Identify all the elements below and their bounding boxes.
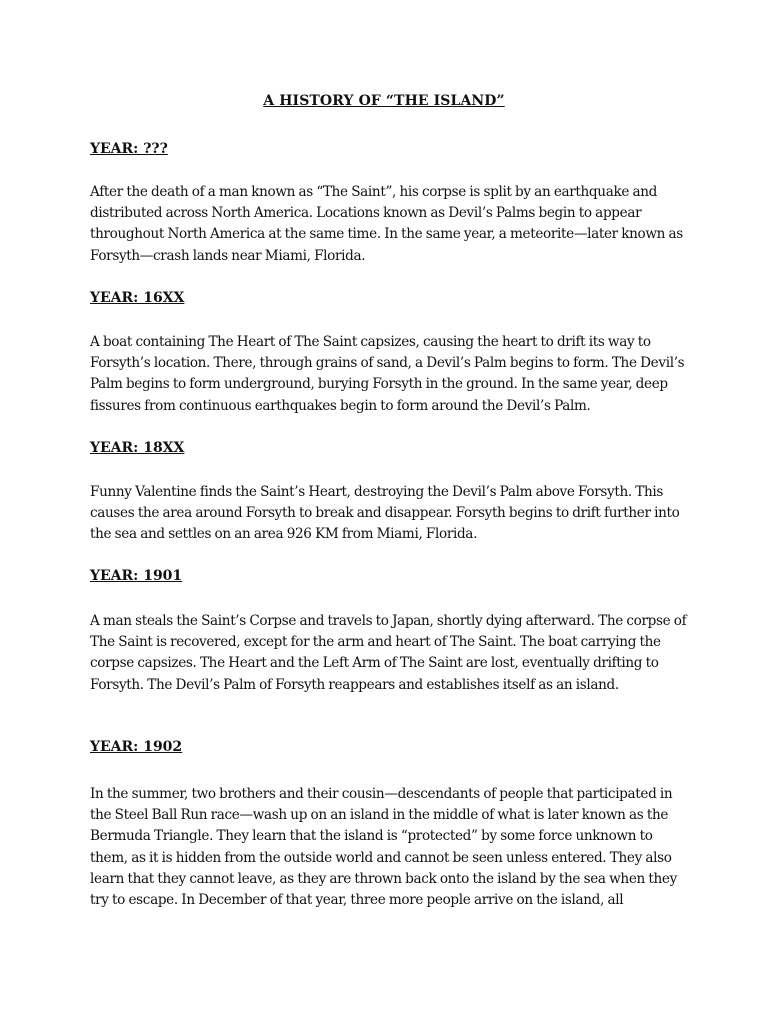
- paragraph-line: Bermuda Triangle. They learn that the island is “protected” by some force unknown to: [90, 828, 653, 845]
- document-title: A HISTORY OF “THE ISLAND”: [263, 93, 505, 109]
- section-heading: YEAR: ???: [90, 141, 168, 157]
- paragraph-line: In the summer, two brothers and their cousin—descendants of people that participated in: [90, 786, 673, 802]
- paragraph-line: fissures from continuous earthquakes begin to form around the Devil’s Palm.: [90, 397, 591, 414]
- section-paragraph: [90, 182, 683, 267]
- paragraph-line: Forsyth’s location. There, through grains of sand, a Devil’s Palm begins to form. The Devil’s: [90, 355, 685, 372]
- paragraph-line: Palm begins to form underground, burying Forsyth in the ground. In the same year, deep: [90, 376, 668, 393]
- section-paragraph: [90, 332, 685, 417]
- section-heading: YEAR: 16XX: [90, 290, 185, 306]
- section-heading: YEAR: 1902: [90, 739, 183, 755]
- paragraph-line: try to escape. In December of that year, three more people arrive on the island, all: [90, 891, 624, 908]
- paragraph-line: learn that they cannot leave, as they are thrown back onto the island by the sea when they: [90, 870, 677, 887]
- paragraph-line: distributed across North America. Locations known as Devil’s Palms begin to appear: [90, 205, 642, 222]
- section-paragraph: [90, 482, 680, 546]
- section-paragraph: [90, 784, 677, 911]
- paragraph-line: A man steals the Saint’s Corpse and travels to Japan, shortly dying afterward. The corpse of: [90, 613, 687, 629]
- paragraph-line: them, as it is hidden from the outside world and cannot be seen unless entered. They also: [90, 849, 672, 866]
- paragraph-line: causes the area around Forsyth to break and disappear. Forsyth begins to drift further into: [90, 505, 680, 522]
- paragraph-line: the Steel Ball Run race—wash up on an island in the middle of what is later known as the: [90, 807, 669, 824]
- paragraph-line: throughout North America at the same time. In the same year, a meteorite—later known as: [90, 226, 683, 243]
- paragraph-line: Forsyth. The Devil’s Palm of Forsyth reappears and establishes itself as an island.: [90, 676, 619, 693]
- paragraph-line: corpse capsizes. The Heart and the Left Arm of The Saint are lost, eventually drifting to: [90, 655, 659, 672]
- paragraph-line: Forsyth—crash lands near Miami, Florida.: [90, 247, 366, 264]
- paragraph-line: the sea and settles on an area 926 KM from Miami, Florida.: [90, 526, 478, 543]
- section-paragraph: [90, 611, 687, 696]
- paragraph-line: A boat containing The Heart of The Saint capsizes, causing the heart to drift its way to: [90, 334, 651, 350]
- section-heading: YEAR: 1901: [90, 568, 183, 584]
- section-heading: YEAR: 18XX: [90, 440, 185, 456]
- paragraph-line: After the death of a man known as “The Saint”, his corpse is split by an earthquake and: [90, 184, 658, 200]
- paragraph-line: The Saint is recovered, except for the arm and heart of The Saint. The boat carrying the: [90, 634, 661, 651]
- paragraph-line: Funny Valentine finds the Saint’s Heart, destroying the Devil’s Palm above Forsyth. This: [90, 484, 664, 500]
